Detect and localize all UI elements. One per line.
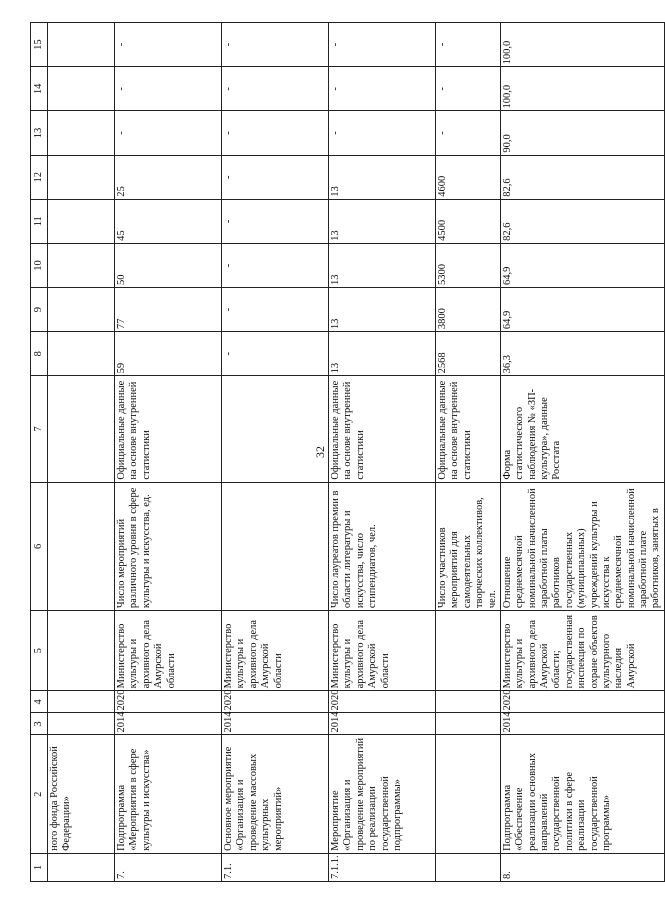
header-cell: 10 bbox=[31, 243, 48, 287]
value-cell: 13 bbox=[329, 332, 436, 376]
value-cell: 2568 bbox=[436, 332, 501, 376]
value-cell bbox=[48, 243, 115, 287]
value-cell bbox=[48, 288, 115, 332]
value-cell: 3800 bbox=[436, 288, 501, 332]
value-cell: 64,9 bbox=[500, 243, 664, 287]
row-number-cell bbox=[48, 853, 115, 881]
end-year-cell: 2020 bbox=[500, 691, 664, 713]
header-cell: 11 bbox=[31, 199, 48, 243]
value-cell: 100,0 bbox=[500, 23, 664, 67]
value-cell: 64,9 bbox=[500, 288, 664, 332]
value-cell bbox=[48, 111, 115, 155]
table-row bbox=[48, 23, 115, 882]
name-cell: ного фонда Российской Федерации» bbox=[48, 735, 115, 853]
header-cell: 9 bbox=[31, 288, 48, 332]
header-cell: 6 bbox=[31, 482, 48, 610]
indicator-cell bbox=[222, 482, 329, 610]
indicator-cell: Число мероприятий различного уровня в сфере культуры и искусства, ед. bbox=[115, 482, 222, 610]
name-cell: Основное мероприятие «Организация и проведение массовых культурных мероприятий» bbox=[222, 735, 329, 853]
indicator-cell bbox=[48, 482, 115, 610]
row-number-cell: 7. bbox=[115, 853, 222, 881]
value-cell: 5300 bbox=[436, 243, 501, 287]
value-cell bbox=[48, 155, 115, 199]
indicator-cell: Число участников мероприятий для самодеятельных творческих коллективов, чел. bbox=[436, 482, 501, 610]
indicator-cell: Отношение среднемесячной номинальной начисленной заработной платы работников государственных (муниципальных) учреждений культуры и искусства к среднемесячной номинальной начисленной заработной плате работников, занятых в bbox=[500, 482, 664, 610]
name-cell: Подпрограмма «Обеспечение реализации основных направлений государственной политики в сфере реализации государственной программы» bbox=[500, 735, 664, 853]
row-number-cell: 7.1. bbox=[222, 853, 329, 881]
row-number-cell: 7.1.1. bbox=[329, 853, 436, 881]
name-cell: Подпрограмма «Мероприятия в сфере культуры и искусства» bbox=[115, 735, 222, 853]
start-year-cell: 2014 bbox=[222, 713, 329, 735]
value-cell: - bbox=[222, 111, 329, 155]
value-cell: 77 bbox=[115, 288, 222, 332]
executor-cell: Министерство культуры и архивного дела Амурской области bbox=[329, 611, 436, 691]
value-cell: 13 bbox=[329, 243, 436, 287]
end-year-cell: 2020 bbox=[115, 691, 222, 713]
value-cell: - bbox=[222, 288, 329, 332]
header-cell: 12 bbox=[31, 155, 48, 199]
header-cell: 7 bbox=[31, 376, 48, 482]
name-cell: Мероприятие «Организация и проведение мероприятий по реализации государственной подпрограммы» bbox=[329, 735, 436, 853]
name-cell bbox=[436, 735, 501, 853]
value-cell: - bbox=[222, 199, 329, 243]
value-cell: - bbox=[436, 67, 501, 111]
end-year-cell bbox=[436, 691, 501, 713]
executor-cell: Министерство культуры и архивного дела Амурской области; государственная инспекция по охране объектов культурного наследия Амурской bbox=[500, 611, 664, 691]
start-year-cell bbox=[436, 713, 501, 735]
start-year-cell bbox=[48, 713, 115, 735]
value-cell: 13 bbox=[329, 199, 436, 243]
table-row bbox=[115, 23, 222, 882]
document-page bbox=[30, 22, 662, 882]
end-year-cell bbox=[48, 691, 115, 713]
value-cell: - bbox=[329, 111, 436, 155]
end-year-cell: 2020 bbox=[222, 691, 329, 713]
source-cell: Официальные данные на основе внутренней статистики bbox=[436, 376, 501, 482]
value-cell: 4600 bbox=[436, 155, 501, 199]
value-cell bbox=[48, 332, 115, 376]
end-year-cell: 2020 bbox=[329, 691, 436, 713]
row-number-cell bbox=[436, 853, 501, 881]
value-cell: - bbox=[222, 243, 329, 287]
executor-cell bbox=[436, 611, 501, 691]
executor-cell: Министерство культуры и архивного дела Амурской области bbox=[115, 611, 222, 691]
executor-cell: Министерство культуры и архивного дела Амурской области bbox=[222, 611, 329, 691]
header-cell: 8 bbox=[31, 332, 48, 376]
row-number-cell: 8. bbox=[500, 853, 664, 881]
value-cell: - bbox=[222, 67, 329, 111]
value-cell: - bbox=[115, 23, 222, 67]
table-row bbox=[222, 23, 329, 882]
indicators-table bbox=[30, 22, 665, 882]
header-cell: 1 bbox=[31, 853, 48, 881]
source-cell bbox=[48, 376, 115, 482]
value-cell: 36,3 bbox=[500, 332, 664, 376]
header-cell: 5 bbox=[31, 611, 48, 691]
value-cell: 59 bbox=[115, 332, 222, 376]
value-cell: - bbox=[436, 23, 501, 67]
header-cell: 14 bbox=[31, 67, 48, 111]
source-cell: Официальные данные на основе внутренней статистики bbox=[329, 376, 436, 482]
value-cell: 82,6 bbox=[500, 199, 664, 243]
source-cell bbox=[222, 376, 329, 482]
value-cell: - bbox=[222, 23, 329, 67]
header-cell: 4 bbox=[31, 691, 48, 713]
value-cell: 82,6 bbox=[500, 155, 664, 199]
value-cell: - bbox=[115, 67, 222, 111]
table-row bbox=[500, 23, 664, 882]
table-header-row bbox=[31, 23, 48, 882]
value-cell bbox=[48, 23, 115, 67]
value-cell: - bbox=[222, 332, 329, 376]
value-cell: 4500 bbox=[436, 199, 501, 243]
value-cell bbox=[48, 199, 115, 243]
table-row bbox=[329, 23, 436, 882]
value-cell: - bbox=[329, 23, 436, 67]
executor-cell bbox=[48, 611, 115, 691]
value-cell: - bbox=[222, 155, 329, 199]
value-cell bbox=[48, 67, 115, 111]
value-cell: 25 bbox=[115, 155, 222, 199]
source-cell: Официальные данные на основе внутренней статистики bbox=[115, 376, 222, 482]
header-cell: 3 bbox=[31, 713, 48, 735]
header-cell: 13 bbox=[31, 111, 48, 155]
value-cell: 50 bbox=[115, 243, 222, 287]
value-cell: - bbox=[436, 111, 501, 155]
value-cell: 100,0 bbox=[500, 67, 664, 111]
start-year-cell: 2014 bbox=[500, 713, 664, 735]
header-cell: 2 bbox=[31, 735, 48, 853]
indicator-cell: Число лауреатов премии в области литературы и искусства, число стипендиатов, чел. bbox=[329, 482, 436, 610]
value-cell: - bbox=[329, 67, 436, 111]
start-year-cell: 2014 bbox=[115, 713, 222, 735]
value-cell: 90,0 bbox=[500, 111, 664, 155]
value-cell: 13 bbox=[329, 155, 436, 199]
source-cell: Форма статистического наблюдения № «ЗП-культура», данные Росстата bbox=[500, 376, 664, 482]
value-cell: 13 bbox=[329, 288, 436, 332]
page-number: 32 bbox=[313, 446, 327, 458]
table-row bbox=[436, 23, 501, 882]
start-year-cell: 2014 bbox=[329, 713, 436, 735]
header-cell: 15 bbox=[31, 23, 48, 67]
value-cell: 45 bbox=[115, 199, 222, 243]
value-cell: - bbox=[115, 111, 222, 155]
